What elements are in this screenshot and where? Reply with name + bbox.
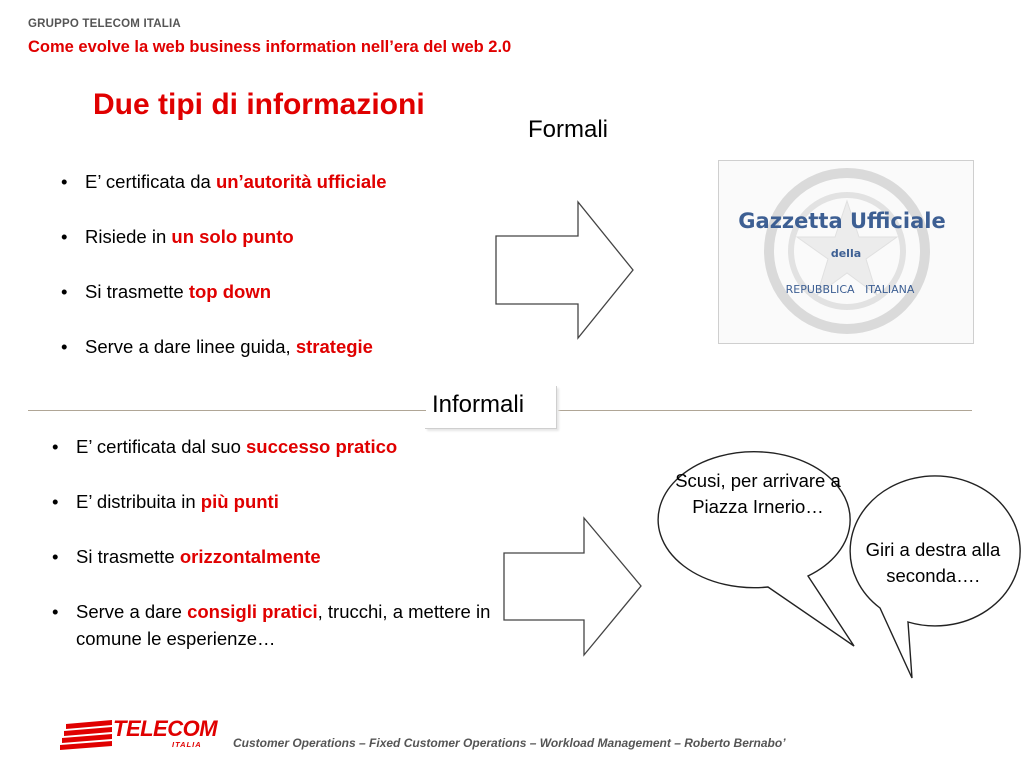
section-divider-right (558, 410, 972, 411)
bullet-highlight: top down (188, 281, 272, 302)
gazzetta-ufficiale-logo (718, 160, 974, 344)
formal-arrow-icon (494, 200, 636, 340)
telecom-logo-stripes-icon (60, 716, 112, 750)
bullet-highlight: successo pratico (246, 436, 398, 457)
telecom-logo-sub: ITALIA (172, 740, 202, 749)
formal-heading: Formali (528, 116, 609, 143)
bullet-icon: • (61, 226, 68, 247)
bullet-tail: , trucchi, a mettere in comune le esperienze… (76, 601, 491, 649)
bullet-icon: • (52, 546, 59, 567)
list-item (61, 278, 505, 305)
list-item (52, 543, 496, 570)
gazzetta-title: Gazzetta Ufficiale (738, 209, 946, 233)
formal-bullet-list (61, 168, 505, 388)
slide-title: Due tipi di informazioni (93, 88, 425, 121)
informal-heading: Informali (432, 391, 525, 418)
bullet-text: Si trasmette (76, 546, 180, 567)
presentation-subtitle: Come evolve la web business information nell’era del web 2.0 (28, 38, 512, 56)
section-divider-left (28, 410, 426, 411)
footer-text: Customer Operations – Fixed Customer Operations – Workload Management – Roberto Bernabo’ (233, 736, 786, 750)
gazzetta-repubblica: REPUBBLICA ITALIANA (785, 283, 915, 296)
bullet-icon: • (52, 436, 59, 457)
answer-bubble-text: Giri a destra alla seconda…. (865, 539, 1001, 586)
list-item (61, 168, 505, 195)
list-item (61, 223, 505, 250)
bullet-icon: • (61, 281, 68, 302)
bullet-text: E’ certificata da (85, 171, 216, 192)
bullet-text: Serve a dare linee guida, (85, 336, 296, 357)
gazzetta-della: della (830, 247, 862, 260)
bullet-text: Si trasmette (85, 281, 189, 302)
bullet-icon: • (61, 171, 68, 192)
bullet-highlight: un solo punto (171, 226, 294, 247)
informal-arrow-icon (502, 516, 644, 658)
bullet-text: Risiede in (85, 226, 172, 247)
bullet-highlight: orizzontalmente (179, 546, 321, 567)
bullet-highlight: un’autorità ufficiale (215, 171, 387, 192)
list-item (52, 598, 496, 652)
bullet-icon: • (52, 601, 59, 622)
bullet-text: E’ distribuita in (76, 491, 201, 512)
list-item (61, 333, 505, 360)
informal-bullet-list (52, 433, 496, 680)
list-item (52, 433, 496, 460)
bullet-highlight: consigli pratici (187, 601, 318, 622)
question-bubble-text: Scusi, per arrivare a Piazza Irnerio… (675, 470, 841, 517)
bullet-text: Serve a dare (76, 601, 188, 622)
company-name: GRUPPO TELECOM ITALIA (28, 18, 181, 30)
list-item (52, 488, 496, 515)
bullet-highlight: più punti (200, 491, 279, 512)
bullet-highlight: strategie (295, 336, 373, 357)
bullet-icon: • (61, 336, 68, 357)
bullet-icon: • (52, 491, 59, 512)
bullet-text: E’ certificata dal suo (76, 436, 247, 457)
telecom-logo-word: TELECOM (113, 716, 218, 741)
